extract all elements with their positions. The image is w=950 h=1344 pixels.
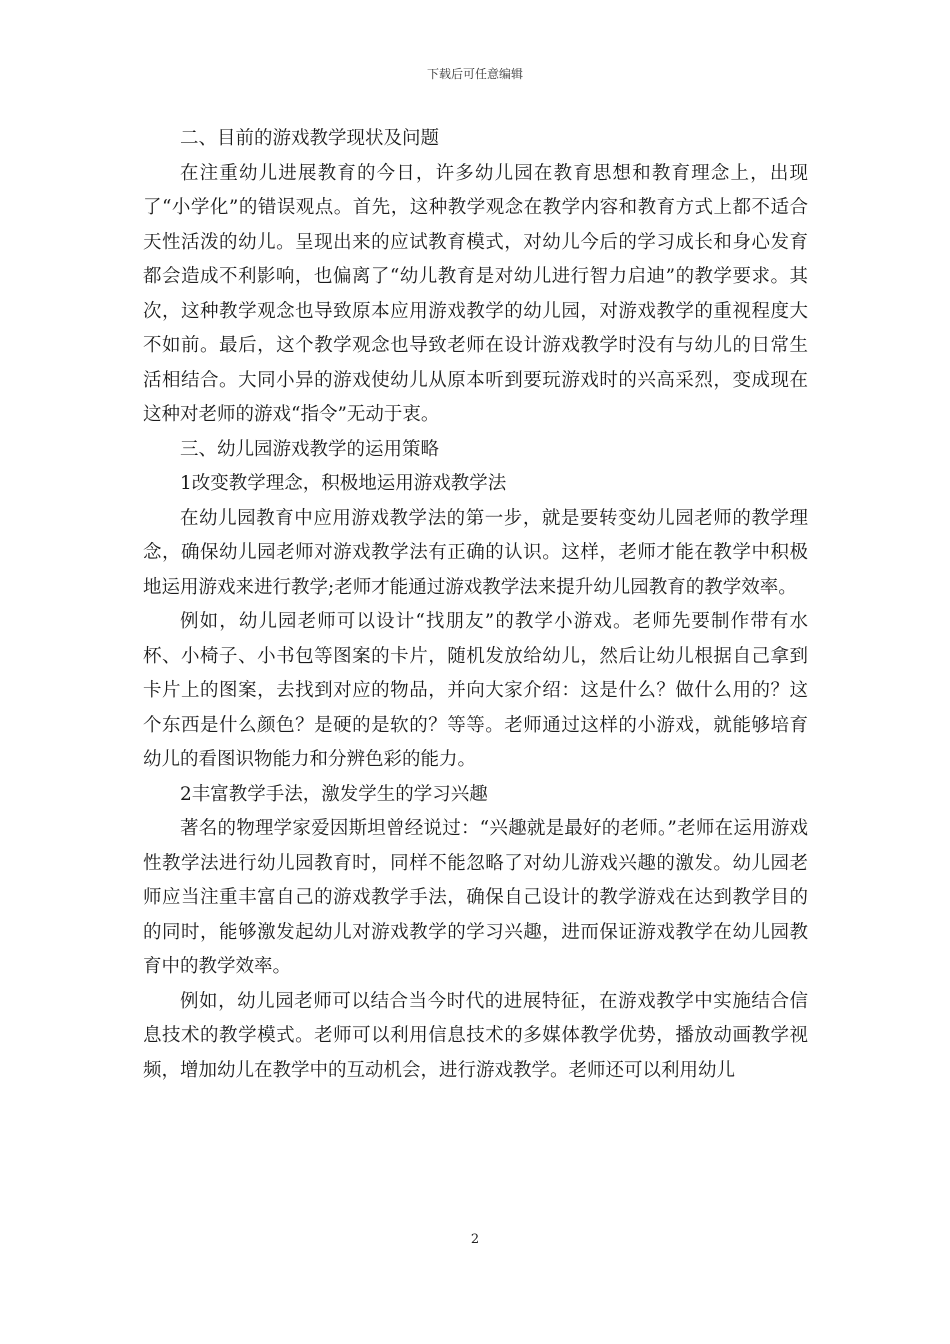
page-header: 下载后可任意编辑 — [426, 67, 523, 81]
document-body — [143, 122, 808, 1088]
section-heading-current-status: 二、目前的游戏教学现状及问题 — [180, 128, 440, 149]
paragraph-current-problems: 在注重幼儿进展教育的今日，许多幼儿园在教育思想和教育理念上，出现了“小学化”的错误观点。首先，这种教学观念在教学内容和教育方式上都不适合天性活泼的幼儿。呈现出来的应试教育模式，对幼儿今后的学习成长和身心发育都会造成不利影响，也偏离了“幼儿教育是对幼儿进行智力启迪”的教学要求。其次，这种教学观念也导致原本应用游戏教学的幼儿园，对游戏教学的重视程度大不如前。最后，这个教学观念也导致老师在设计游戏教学时没有与幼儿的日常生活相结合。大同小异的游戏使幼儿从原本听到要玩游戏时的兴高采烈，变成现在这种对老师的游戏“指令”无动于衷。 — [143, 162, 808, 425]
paragraph-interest-motivation: 著名的物理学家爱因斯坦曾经说过：“兴趣就是最好的老师。”老师在运用游戏性教学法进行幼儿园教育时，同样不能忽略了对幼儿游戏兴趣的激发。幼儿园老师应当注重丰富自己的游戏教学手法，确保自己设计的教学游戏在达到教学目的的同时，能够激发起幼儿对游戏教学的学习兴趣，进而保证游戏教学在幼儿园教育中的教学效率。 — [143, 818, 808, 977]
paragraph-information-technology-example: 例如，幼儿园老师可以结合当今时代的进展特征，在游戏教学中实施结合信息技术的教学模式。老师可以利用信息技术的多媒体教学优势，播放动画教学视频，增加幼儿在教学中的互动机会，进行游戏教学。老师还可以利用幼儿 — [143, 990, 808, 1081]
subheading-enrich-teaching-methods: 2丰富教学手法，激发学生的学习兴趣 — [180, 783, 488, 805]
section-heading-strategies: 三、幼儿园游戏教学的运用策略 — [180, 438, 440, 460]
subheading-change-teaching-concept: 1改变教学理念，积极地运用游戏教学法 — [180, 473, 507, 494]
paragraph-find-friends-example: 例如，幼儿园老师可以设计“找朋友”的教学小游戏。老师先要制作带有水杯、小椅子、小书包等图案的卡片，随机发放给幼儿，然后让幼儿根据自己拿到卡片上的图案，去找到对应的物品，并向大家介绍：这是什么？做什么用的？这个东西是什么颜色？是硬的是软的？等等。老师通过这样的小游戏，就能够培育幼儿的看图识物能力和分辨色彩的能力。 — [143, 611, 808, 770]
page-number: 2 — [470, 1232, 480, 1247]
paragraph-teaching-concept: 在幼儿园教育中应用游戏教学法的第一步，就是要转变幼儿园老师的教学理念，确保幼儿园老师对游戏教学法有正确的认识。这样，老师才能在教学中积极地运用游戏来进行教学;老师才能通过游戏教学法来提升幼儿园教育的教学效率。 — [143, 507, 808, 598]
